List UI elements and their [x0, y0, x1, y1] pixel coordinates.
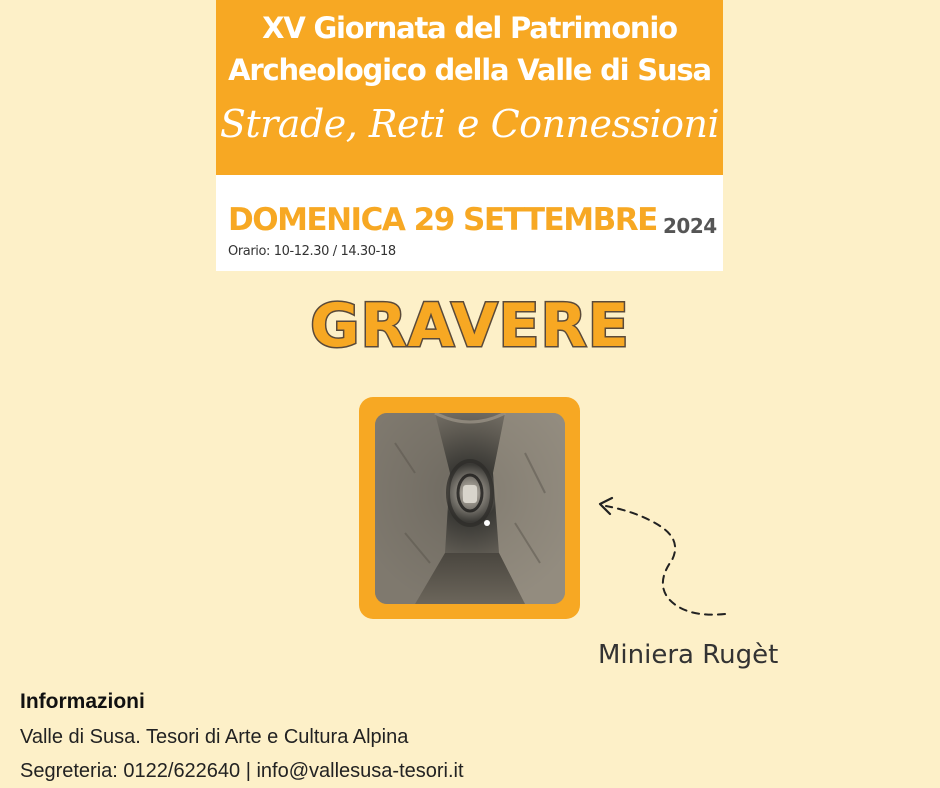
dashed-arrow-icon [590, 490, 740, 630]
banner-subtitle: Strade, Reti e Connessioni [219, 102, 720, 146]
banner-date-panel [216, 175, 723, 271]
info-contact: Segreteria: 0122/622640 | info@vallesusa-tesori.it [20, 760, 464, 782]
info-heading: Informazioni [20, 690, 145, 713]
mine-tunnel-photo [375, 413, 565, 604]
event-date: DOMENICA 29 SETTEMBRE [228, 202, 657, 238]
event-year: 2024 [663, 214, 717, 238]
event-hours: Orario: 10-12.30 / 14.30-18 [228, 244, 396, 259]
place-title: GRAVERE [310, 291, 630, 361]
banner-title-line1: XV Giornata del Patrimonio [262, 11, 677, 45]
info-organization: Valle di Susa. Tesori di Arte e Cultura Alpina [20, 726, 409, 748]
banner-header [216, 0, 723, 175]
photo-caption: Miniera Rugèt [598, 640, 779, 670]
photo-frame [359, 397, 580, 619]
event-banner [216, 0, 723, 271]
banner-title-line2: Archeologico della Valle di Susa [228, 53, 711, 87]
